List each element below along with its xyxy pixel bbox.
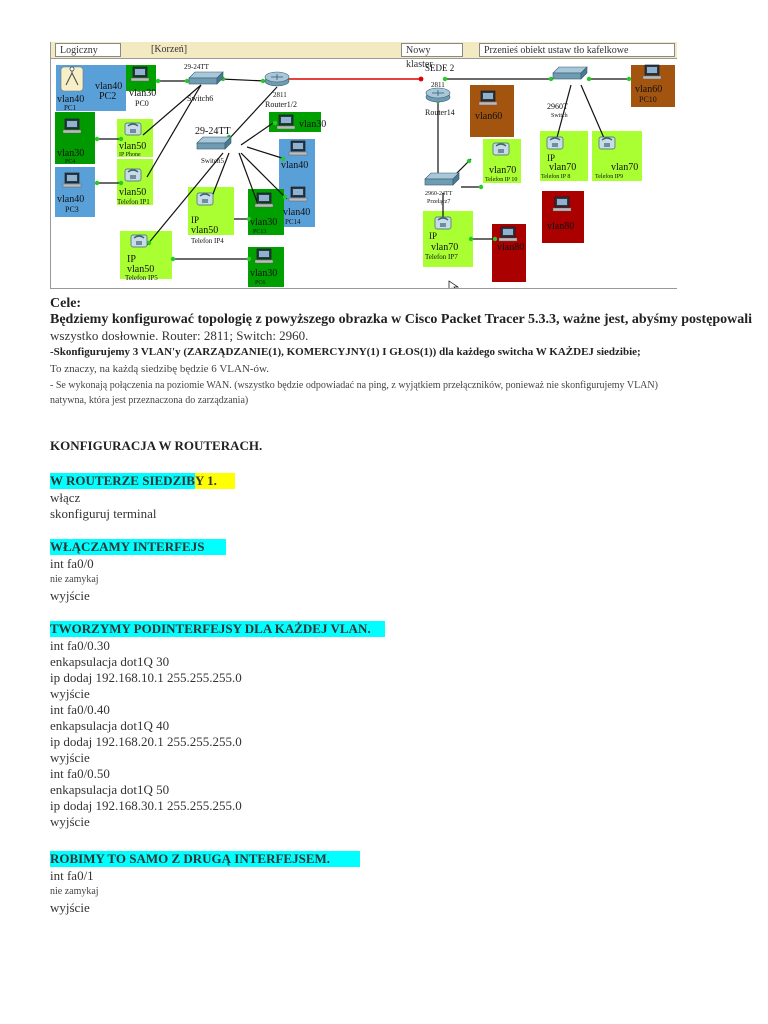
goals-title: Cele:	[50, 296, 82, 311]
phone8-icon[interactable]	[547, 137, 563, 149]
heading-3	[50, 620, 766, 638]
phone7-ip-label: IP	[429, 231, 438, 241]
switch7-icon[interactable]	[425, 173, 459, 185]
pc4-vlan-label: vlan30	[57, 148, 85, 159]
switch5-model-label: 29-24TT	[195, 126, 231, 137]
phone7-icon[interactable]	[435, 217, 451, 229]
pc14-vlan-label: vlan40	[283, 207, 311, 218]
phone10-icon[interactable]	[493, 143, 509, 155]
phone9-vlan-label: vlan70	[611, 162, 639, 173]
pc-red1-vlan-label: vlan80	[497, 242, 525, 253]
switch-right-label: Switch	[551, 113, 568, 119]
phone1-icon[interactable]	[125, 169, 141, 181]
h3-line: int fa0/0.30	[50, 638, 110, 653]
root-label-box	[147, 43, 191, 57]
heading-1-part-1: W ROUTERZE SIEDZIB	[50, 473, 195, 488]
router-label: Router1/2	[265, 100, 297, 109]
pc10-icon[interactable]	[643, 65, 661, 79]
pc-red2-icon[interactable]	[553, 197, 571, 211]
pc4-label: PC4	[65, 159, 76, 165]
router-model-label: 2811	[273, 91, 287, 99]
pc0-label: PC0	[135, 99, 149, 108]
switch6-icon[interactable]	[189, 72, 223, 84]
pc2-label: PC2	[99, 91, 117, 102]
pc0-vlan-label: vlan30	[129, 88, 157, 99]
h1-line: skonfiguruj terminal	[50, 506, 157, 521]
heading-2	[50, 538, 766, 556]
phone10-vlan-label: vlan70	[489, 165, 517, 176]
h2-line: nie zamykaj	[50, 574, 99, 585]
phone1-label: Telefon IP1	[117, 198, 150, 206]
pc1-vlan-label: vlan40	[57, 94, 85, 105]
h3-line: int fa0/0.40	[50, 702, 110, 717]
pc10-label: PC10	[639, 95, 657, 104]
pc13-icon[interactable]	[255, 193, 273, 207]
h3-line: enkapsulacja dot1Q 40	[50, 718, 170, 733]
pc6-icon[interactable]	[255, 249, 273, 263]
goals-line-3: -Skonfigurujemy 3 VLAN'y (ZARZĄDZANIE(1), KOMERCYJNY(1) I GŁOS(1)) dla każdego switcha W KAŻDEJ siedzibie;	[50, 346, 641, 358]
pc1-label: PC1	[64, 104, 77, 112]
tab-logical[interactable]	[55, 43, 121, 57]
section-title: KONFIGURACJA W ROUTERACH.	[50, 438, 263, 453]
router14-icon[interactable]	[426, 88, 450, 102]
heading-3-label: TWORZYMY PODINTERFEJSY DLA KAŻDEJ VLAN.	[50, 621, 385, 637]
network-topology-diagram	[50, 42, 677, 289]
pc3-vlan-label: vlan40	[57, 194, 85, 205]
phone4-ip-label: IP	[191, 215, 200, 225]
phone4-label: Telefon IP4	[191, 237, 224, 245]
goals-line-6: natywna, która jest przeznaczona do zarządzania)	[50, 395, 249, 406]
pc10-vlan-label: vlan60	[635, 84, 663, 95]
pc13-vlan-label: vlan30	[250, 217, 278, 228]
pc4-icon[interactable]	[63, 119, 81, 133]
phone8-label: Telefon IP 8	[541, 174, 571, 180]
mouse-cursor-icon	[449, 281, 458, 288]
pc2-vlan-label: vlan40	[95, 81, 123, 92]
pc3-icon[interactable]	[63, 173, 81, 187]
pc-mid-icon[interactable]	[289, 141, 307, 155]
pc-top-icon[interactable]	[277, 115, 295, 129]
switch7-label: Przełącz7	[427, 199, 451, 205]
ip-phone-icon[interactable]	[125, 123, 141, 135]
h3-line: enkapsulacja dot1Q 50	[50, 782, 170, 797]
h1-line: włącz	[50, 490, 81, 505]
switch6-model-label: 29-24TT	[184, 63, 209, 71]
h2-line: int fa0/0	[50, 556, 94, 571]
topology-canvas	[51, 59, 677, 288]
heading-4	[50, 850, 766, 868]
goals-line-5: - Se wykonają połączenia na poziomie WAN. (wszystko będzie odpowiadać na ping, z wyjątkiem przełączników, ponieważ nie skonfigurujemy VLAN)	[50, 380, 658, 391]
document-body	[50, 296, 766, 916]
phone7-vlan-label: vlan70	[431, 242, 459, 253]
pc3-label: PC3	[65, 205, 79, 214]
switch5-icon[interactable]	[197, 137, 231, 149]
h3-line: wyjście	[50, 814, 90, 829]
phone7-label: Telefon IP7	[425, 253, 458, 261]
heading-1-part-2: Y 1.	[195, 473, 235, 489]
pc-red1-icon[interactable]	[499, 227, 517, 241]
goals-line-2: wszystko dosłownie. Router: 2811; Switch: 2960.	[50, 328, 309, 343]
router12-icon[interactable]	[265, 72, 289, 86]
move-object-button[interactable]	[479, 43, 675, 57]
router14-label: Router14	[425, 108, 455, 117]
switch-right-model-label: 2960T	[547, 102, 568, 111]
pc-top-vlan-label: vlan30	[299, 119, 327, 130]
phone9-icon[interactable]	[599, 137, 615, 149]
phone5-ip-label: IP	[127, 254, 136, 265]
pc-red2-vlan-label: vlan80	[547, 221, 575, 232]
goals-line-4: To znaczy, na każdą siedzibę będzie 6 VLAN-ów.	[50, 363, 270, 375]
phone-label: IP Phone	[119, 152, 141, 158]
new-cluster-label: Nowy klaster	[406, 45, 433, 70]
phone1-vlan-label: vlan50	[119, 187, 147, 198]
pc-brown-icon[interactable]	[479, 91, 497, 105]
pc13-label: PC13	[253, 229, 267, 235]
phone5-vlan-label: vlan50	[127, 264, 155, 275]
pc6-vlan-label: vlan30	[250, 268, 278, 279]
pc6-label: PC6	[255, 280, 266, 286]
cluster-icon[interactable]	[61, 67, 83, 91]
h3-line: ip dodaj 192.168.20.1 255.255.255.0	[50, 734, 242, 749]
tab-logical-label: Logiczny	[60, 45, 98, 56]
h3-line: wyjście	[50, 750, 90, 765]
heading-2-label: WŁĄCZAMY INTERFEJS	[50, 539, 226, 555]
root-label: [Korzeń]	[151, 44, 188, 55]
pc-brown-vlan-label: vlan60	[475, 111, 503, 122]
move-object-label: Przenieś obiekt ustaw tło kafelkowe	[484, 45, 629, 56]
sede-label: SEDE 2	[425, 63, 455, 73]
h2-line: wyjście	[50, 588, 90, 603]
phone10-label: Telefon IP 10	[485, 177, 518, 183]
phone4-vlan-label: vlan50	[191, 225, 219, 236]
phone8-vlan-label: vlan70	[549, 162, 577, 173]
heading-1	[50, 472, 766, 490]
router14-model-label: 2811	[431, 81, 445, 89]
wan-link-down-light	[419, 77, 424, 82]
h3-line: ip dodaj 192.168.10.1 255.255.255.0	[50, 670, 242, 685]
h3-line: ip dodaj 192.168.30.1 255.255.255.0	[50, 798, 242, 813]
pc0-icon[interactable]	[131, 67, 149, 81]
pc14-label: PC14	[285, 218, 301, 226]
switch7-model-label: 2960-24TT	[425, 191, 453, 197]
phone5-icon[interactable]	[131, 235, 147, 247]
switch-right-icon[interactable]	[553, 67, 587, 79]
phone4-icon[interactable]	[197, 193, 213, 205]
h4-line: wyjście	[50, 900, 90, 915]
heading-4-label: ROBIMY TO SAMO Z DRUGĄ INTERFEJSEM.	[50, 851, 360, 867]
phone8-ip-label: IP	[547, 153, 556, 163]
h4-line: int fa0/1	[50, 868, 94, 883]
goals-line-1: Będziemy konfigurować topologię z powyższego obrazka w Cisco Packet Tracer 5.3.3, ważne jest, abyśmy postępowali	[50, 312, 752, 327]
phone-vlan-label: vlan50	[119, 141, 147, 152]
switch5-label: Switch5	[201, 157, 224, 165]
phone5-label: Telefon IP5	[125, 274, 158, 282]
h3-line: wyjście	[50, 686, 90, 701]
phone9-label: Telefon IP9	[595, 174, 624, 180]
switch6-label: Switch6	[187, 94, 214, 103]
pc14-icon[interactable]	[289, 187, 307, 201]
pc-mid-vlan-label: vlan40	[281, 160, 309, 171]
h3-line: enkapsulacja dot1Q 30	[50, 654, 170, 669]
h4-line: nie zamykaj	[50, 886, 99, 897]
h3-line: int fa0/0.50	[50, 766, 110, 781]
